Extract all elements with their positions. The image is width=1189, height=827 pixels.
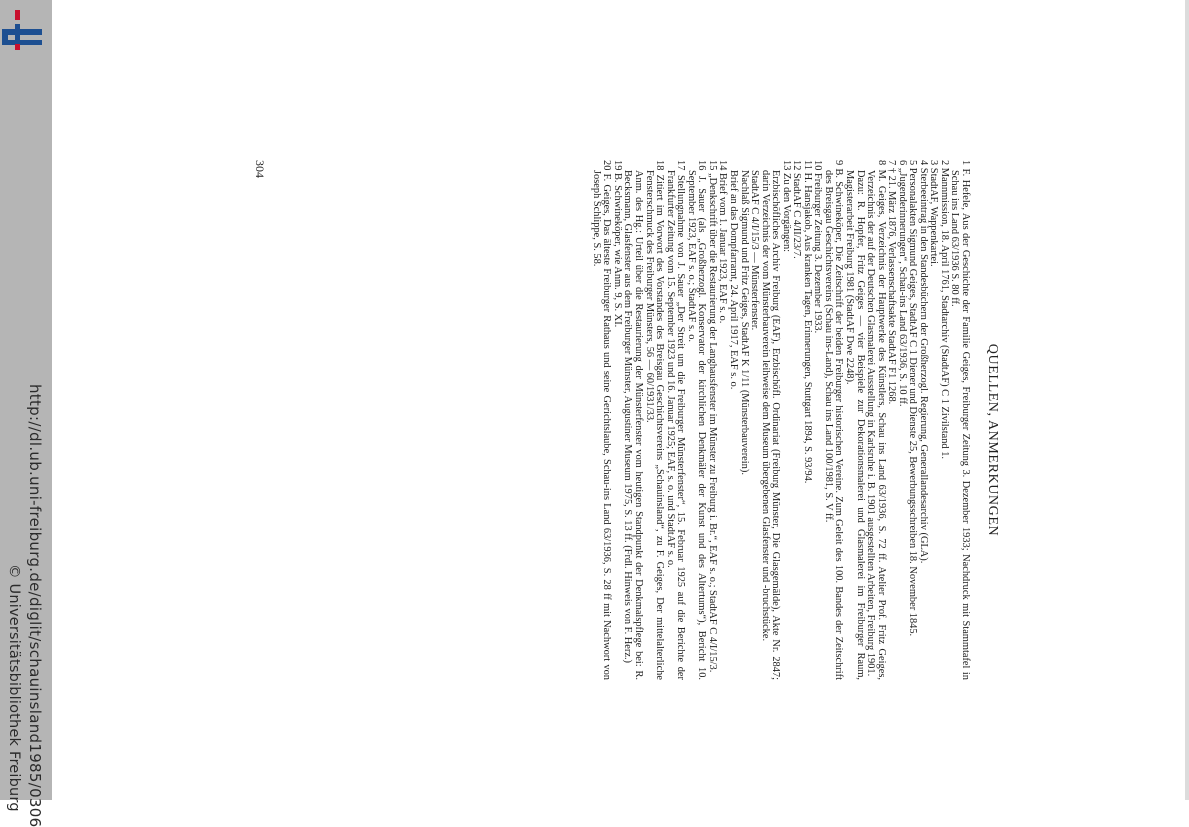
footnote: 9 B. Schwineköper, Die Zeitschrift der beiden Freiburger historischen Vereine. Zum Geleit des 100. Bandes der Zeitschrift des Breisgau Geschichtsvereins (Schau ins-Land), Schau ins Land 100/1981, S. V ff. bbox=[822, 160, 845, 680]
scrollbar-track[interactable] bbox=[1185, 0, 1189, 800]
footnote-continuation: StadtAF C 4/I/15/3 — Münsterfenster. bbox=[749, 170, 761, 331]
page-number: 304 bbox=[253, 160, 267, 178]
footnote-continuation: Erzbischöfliches Archiv Freiburg (EAF), Erzbischöfl. Ordinariat (Freiburg Münster, Die Glasgemälde), Akte Nr. 2847; darin Verzeichnis der vom Münsterbauverein leihweise dem Museum übergebenen Glasfenster und -bruchstücke. bbox=[759, 170, 782, 680]
footnote-continuation: Brief an das Dompfarramt, 24. April 1917, EAF s. o. bbox=[727, 170, 739, 390]
footnote: 18 Zitiert im Vorwort des Vorstandes des Breisgau Geschichtsvereins „Schauinsland“, zu F. Geiges, Der mittelalterliche Fensterschmuck des Freiburger Münsters, 56 — 60/1931/33. bbox=[643, 160, 666, 680]
footnote: 8 M. Geiges, Verzeichnis der Hauptwerke des Künstlers, Schau ins Land 63/1936, S. 72 ff. Atelier Prof. Fritz Geiges, Verzeichnis der auf der Deutschen Glasmalerei Ausstellung in Karlsruhe i. B. 1901 ausgestellten Arbeiten, Freiburg 1901. bbox=[865, 160, 887, 680]
footnote: 4 Sterbeeintrag in den Standesbüchern der Großherzogl. Regierung, Generallandesarchiv (GLA). bbox=[917, 160, 929, 564]
footnote: 20 F. Geiges, Das älteste Freiburger Rathaus und seine Gerichtslaube, Schau-ins Land 63/1936, S. 28 ff mit Nachwort von Joseph Schlippe, S. 58. bbox=[590, 160, 613, 680]
footnote: 11 H. Hansjakob, Aus kranken Tagen, Erinnerungen, Stuttgart 1894, S. 93/94. bbox=[801, 160, 813, 484]
footnote: 14 Brief vom 1. Januar 1923, EAF s. o. bbox=[717, 160, 729, 324]
footnote: 3 StadtAF, Wappenkartei. bbox=[928, 160, 940, 267]
footnote-continuation: Anm. des Hg.: Urteil über die Restaurierung der Münsterfenster vom heutigen Standpunkt der Denkmalspflege bei: R. Becksmann, Glasfenster aus dem Freiburger Münster, Augustiner Museum 1975, S. 13 ff. (Frdl. Hinweis von F. Herz.) bbox=[622, 170, 645, 680]
footnote: 2 Mannmission, 18. April 1761, Stadtarchiv (StadtAF) C 1 Zivilstand 1. bbox=[938, 160, 950, 460]
document-url-link[interactable]: http://dl.ub.uni-freiburg.de/diglit/schauinsland1985/0306 bbox=[26, 384, 44, 827]
page-title: QUELLEN, ANMERKUNGEN bbox=[985, 343, 1000, 537]
university-logo-icon bbox=[2, 10, 42, 50]
footnote: 17 Stellungnahme von J. Sauer „Der Streit um die Freiburger Münsterfenster“, 15. Februar 1925 auf die Berichte der Frankfurter Zeitung vom 15. September 1923 und 16. Januar 1925; EAF, s. o. und StadtAF s. o. bbox=[664, 160, 687, 680]
footnote: 16 J. Sauer (als „Großherzogl. Konservator der kirchlichen Denkmäler der Kunst und des Altertums“), Bericht 10. September 1923, EAF s. o.; StadtAF s. o. bbox=[685, 160, 708, 680]
footnote: 12 StadtAF C 4/II/23/7. bbox=[791, 160, 803, 259]
rotated-page-content bbox=[590, 160, 1000, 680]
viewer-sidebar bbox=[0, 0, 52, 827]
footnote: 6 „Jugenderinnerungen“, Schau-ins Land 63/1936, S. 10 ff. bbox=[896, 160, 908, 407]
footnote: 1 F. Hefele, Aus der Geschichte der Familie Geiges, Freiburger Zeitung 3. Dezember 1933; Nachdruck mit Stammtafel in Schau ins Land 63/1936 S. 80 ff. bbox=[949, 160, 971, 680]
footnote: 5 Personalakten Sigmund Geiges, StadtAF C 1 Diener und Dienste 25, Bewerbungsschreiben 18. November 1845. bbox=[907, 160, 919, 637]
footnote: 15 „Denkschrift über die Restaurierung der Langhausfenster im Münster zu Freiburg i. Br.“, EAF s. o.; StadtAF C 4/I/15/3. bbox=[706, 160, 718, 673]
copyright-notice: © Universitätsbibliothek Freiburg bbox=[6, 564, 22, 812]
footnote: 13 Zu den Vorgängen: bbox=[780, 160, 792, 253]
footnote-continuation: Nachlaß Sigmund und Fritz Geiges, StadtAF K 1/11 (Münsterbauverein). bbox=[738, 170, 750, 475]
footnote-continuation: Dazu: R. Hopfer, Fritz Geiges — vier Beispiele zur Dekorationsmalerei und Glasmalerei im Freiburger Raum, Magisterarbeit Freiburg 1981 (StadtAF Dwe 2248). bbox=[843, 170, 866, 680]
footnote: 10 Freiburger Zeitung 3. Dezember 1933. bbox=[812, 160, 824, 334]
footnote: 7 † 21. März 1876, Verlassenschaftsakte StadtAF F1 1268. bbox=[886, 160, 898, 405]
footnote: 19 B. Schwineköper, wie Anm. 9, S. XI. bbox=[611, 160, 623, 328]
